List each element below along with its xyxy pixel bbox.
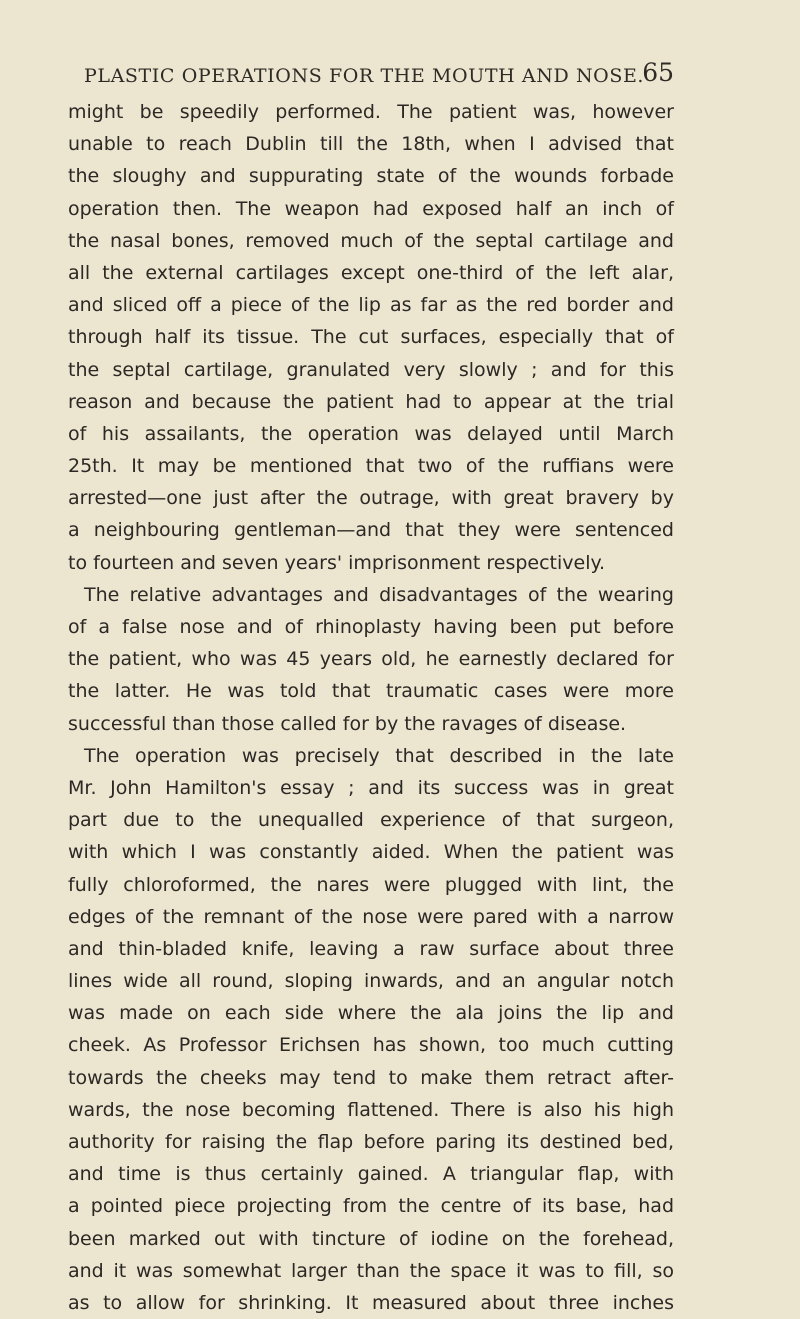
text-line: was made on each side where the ala joins the lip and (68, 1002, 674, 1025)
text-line: unable to reach Dublin till the 18th, when I advised that (68, 133, 674, 156)
body-text (68, 96, 674, 1319)
text-line: and it was somewhat larger than the space it was to fill, so (68, 1259, 674, 1282)
text-line: the patient, who was 45 years old, he earnestly declared for (68, 648, 674, 671)
text-line: towards the cheeks may tend to make them retract after- (68, 1066, 674, 1089)
page-number: 65 (642, 58, 674, 87)
text-line: a pointed piece projecting from the centre of its base, had (68, 1195, 674, 1218)
text-line: operation then. The weapon had exposed half an inch of (68, 197, 674, 220)
text-line: successful than those called for by the ravages of disease. (68, 712, 627, 735)
running-head (84, 56, 674, 94)
text-line: lines wide all round, sloping inwards, and an angular notch (68, 970, 674, 993)
text-line: all the external cartilages except one-third of the left alar, (68, 261, 674, 284)
text-line: the latter. He was told that traumatic cases were more (68, 680, 674, 703)
text-line: and sliced off a piece of the lip as far as the red border and (68, 294, 674, 317)
text-line: of a false nose and of rhinoplasty having been put before (68, 616, 674, 638)
text-line: fully chloroformed, the nares were plugged with lint, the (68, 873, 674, 896)
text-line: as to allow for shrinking. It measured about three inches (68, 1291, 674, 1314)
text-line: and time is thus certainly gained. A triangular flap, with (68, 1163, 674, 1186)
running-title: PLASTIC OPERATIONS FOR THE MOUTH AND NOSE. (84, 65, 645, 87)
text-line: authority for raising the flap before paring its destined bed, (68, 1131, 674, 1153)
text-line: the sloughy and suppurating state of the wounds forbade (68, 165, 674, 188)
paragraph-start-line: The relative advantages and disadvantages of the wearing (84, 583, 674, 606)
text-line: and thin-bladed knife, leaving a raw surface about three (68, 937, 674, 960)
text-line: edges of the remnant of the nose were pared with a narrow (68, 905, 674, 928)
paragraph-start-line: The operation was precisely that described in the late (84, 744, 674, 767)
text-line: a neighbouring gentleman—and that they were sentenced (68, 519, 674, 542)
text-line: arrested—one just after the outrage, with great bravery by (68, 487, 674, 510)
text-line: through half its tissue. The cut surfaces, especially that of (68, 326, 674, 349)
text-line: wards, the nose becoming flattened. There is also his high (68, 1098, 674, 1121)
text-line: 25th. It may be mentioned that two of the ruffians were (68, 455, 674, 478)
text-line: part due to the unequalled experience of that surgeon, (68, 809, 674, 832)
text-line: the nasal bones, removed much of the septal cartilage and (68, 229, 674, 252)
text-line: with which I was constantly aided. When the patient was (68, 841, 674, 864)
text-line: been marked out with tincture of iodine on the forehead, (68, 1227, 674, 1250)
text-line: Mr. John Hamilton's essay ; and its success was in great (68, 776, 674, 799)
text-line: of his assailants, the operation was delayed until March (68, 422, 674, 445)
text-line: might be speedily performed. The patient was, however (68, 101, 674, 123)
text-line: reason and because the patient had to appear at the trial (68, 390, 674, 413)
text-line: the septal cartilage, granulated very slowly ; and for this (68, 358, 674, 381)
text-line: to fourteen and seven years' imprisonment respectively. (68, 551, 606, 574)
text-line: cheek. As Professor Erichsen has shown, too much cutting (68, 1034, 674, 1057)
